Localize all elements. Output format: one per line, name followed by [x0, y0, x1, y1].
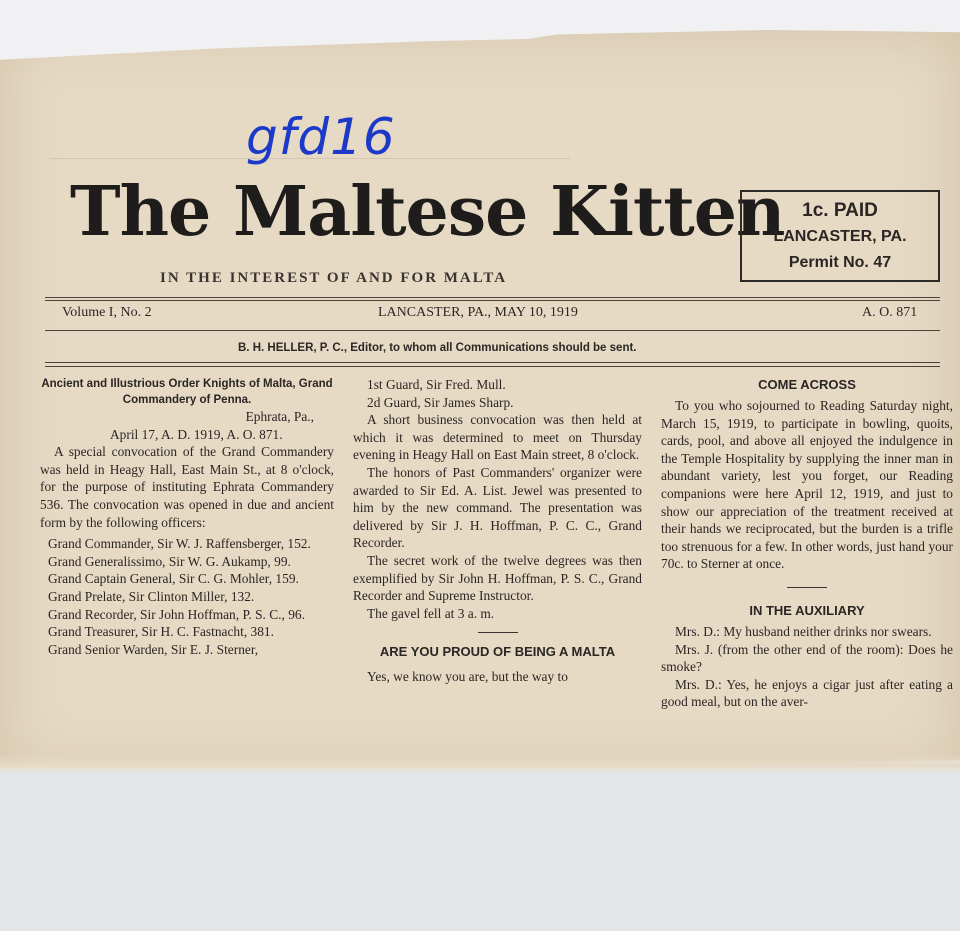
article-paragraph: A short business convocation was then held at which it was determined to meet on Thursday evening in Heagy Hall on East Main street, 8 o'clock. — [353, 412, 642, 463]
section-rule — [478, 632, 518, 633]
article-paragraph: The honors of Past Commanders' organizer were awarded to Sir Ed. A. List. Jewel was presented to him by the new command. The presentation was delivered by Sir J. H. Hoffman, P. C. C., Grand Recorder. — [353, 464, 642, 551]
handwritten-note: gfd16 — [246, 108, 396, 166]
article-paragraph: To you who sojourned to Reading Saturday night, March 15, 1919, to participate in bowling, quoits, cards, pool, and above all enjoyed the indulgence in the Temple Hospitality by supplying the inner man in abundant variety, lest you forget, our Reading companions were here April 12, 1919, and just to show our appreciation of the treatment received at their hands we reciprocated, but the burden is a trifle too strenuous for a few. In other words, just hand your 70c. to Sterner at once. — [661, 398, 953, 572]
guard-line: 1st Guard, Sir Fred. Mull. — [367, 377, 506, 392]
issue-volume: Volume I, No. 2 — [62, 305, 152, 320]
section-rule — [787, 587, 827, 588]
dialogue-line: Mrs. D.: My husband neither drinks nor swears. — [675, 623, 932, 639]
postage-permit: Permit No. 47 — [788, 254, 892, 271]
editor-line: B. H. HELLER, P. C., Editor, to whom all Communications should be sent. — [238, 342, 637, 354]
article-paragraph: A special convocation of the Grand Commandery was held in Heagy Hall, East Main St., at 8 o'clock, for the purpose of instituting Ephrata Commandery 536. The convocation was opened in due and ancient form by the following officers: — [40, 444, 334, 530]
article-place: Ephrata, Pa., — [245, 409, 314, 424]
article-heading: Ancient and Illustrious Order Knights of Malta, Grand Commandery of Penna. — [41, 378, 333, 406]
divider-rule — [45, 366, 940, 367]
divider-rule — [45, 300, 940, 301]
officer-line: Grand Senior Warden, Sir E. J. Sterner, — [48, 641, 259, 657]
officer-line: Grand Treasurer, Sir H. C. Fastnacht, 381. — [48, 624, 274, 640]
article-column-2 — [353, 376, 642, 686]
article-paragraph: Yes, we know you are, but the way to — [367, 669, 568, 685]
article-date: April 17, A. D. 1919, A. O. 871. — [110, 426, 283, 442]
postage-box — [740, 190, 940, 282]
section-heading: COME ACROSS — [758, 377, 856, 392]
divider-rule — [45, 362, 940, 363]
section-heading: IN THE AUXILIARY — [749, 602, 865, 618]
article-paragraph: The secret work of the twelve degrees was then exemplified by Sir John H. Hoffman, P. S. C., Grand Recorder and Supreme Instructor. — [353, 552, 642, 604]
dialogue-line: Mrs. D.: Yes, he enjoys a cigar just after eating a good meal, but on the aver- — [661, 676, 953, 710]
guard-line: 2d Guard, Sir James Sharp. — [367, 394, 514, 410]
paper-torn-edge — [0, 752, 960, 782]
officer-line: Grand Generalissimo, Sir W. G. Aukamp, 99. — [48, 553, 291, 569]
divider-rule — [45, 330, 940, 331]
officer-line: Grand Commander, Sir W. J. Raffensberger, 152. — [48, 536, 311, 552]
article-paragraph: The gavel fell at 3 a. m. — [367, 605, 495, 621]
postage-city: LANCASTER, PA. — [773, 228, 907, 245]
section-heading: ARE YOU PROUD OF BEING A MALTA — [379, 644, 616, 660]
officer-line: Grand Prelate, Sir Clinton Miller, 132. — [48, 588, 255, 604]
masthead-title: The Maltese Kitten — [70, 172, 785, 252]
table-surface-bottom — [0, 775, 960, 931]
masthead-tagline: IN THE INTEREST OF AND FOR MALTA — [160, 270, 508, 286]
issue-ao: A. O. 871 — [862, 305, 918, 320]
officer-line: Grand Captain General, Sir C. G. Mohler, 159. — [48, 571, 299, 587]
dialogue-line: Mrs. J. (from the other end of the room): Does he smoke? — [661, 641, 953, 675]
article-column-1 — [40, 376, 334, 658]
postage-paid: 1c. PAID — [802, 200, 878, 221]
article-column-3 — [661, 376, 953, 711]
divider-rule — [45, 297, 940, 298]
issue-place-date: LANCASTER, PA., MAY 10, 1919 — [378, 305, 578, 320]
officer-line: Grand Recorder, Sir John Hoffman, P. S. C., 96. — [48, 606, 305, 622]
